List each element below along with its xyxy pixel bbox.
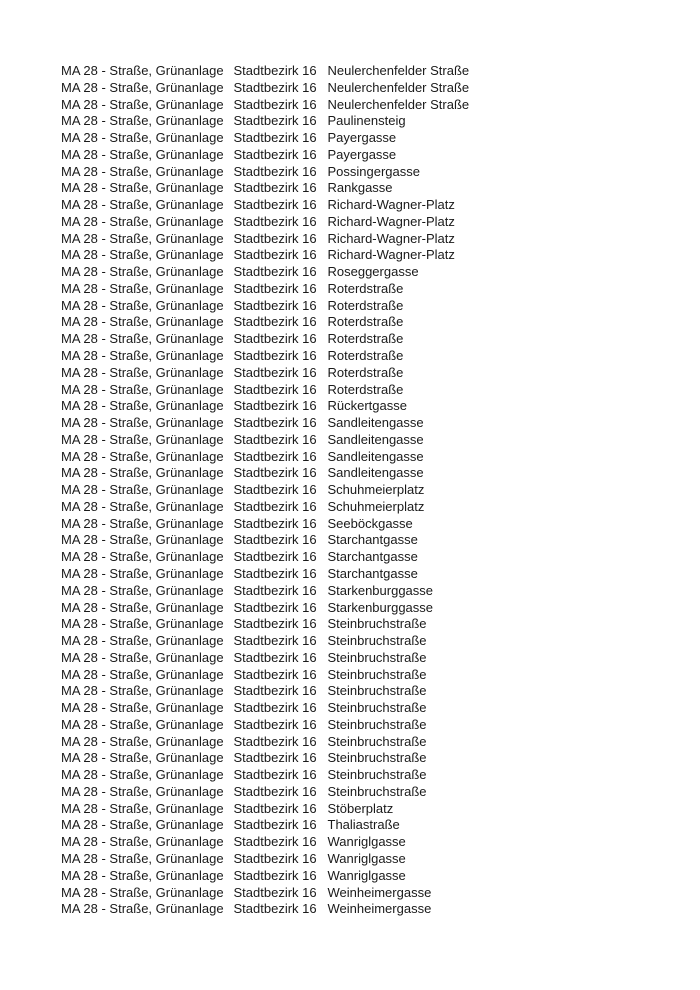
table-row xyxy=(61,348,469,365)
street-cell: Stöberplatz xyxy=(327,800,394,816)
street-cell: Possingergasse xyxy=(327,163,420,179)
district-cell: Stadtbezirk 16 xyxy=(233,364,317,380)
district-cell: Stadtbezirk 16 xyxy=(233,817,317,833)
department-cell: MA 28 - Straße, Grünanlage xyxy=(61,817,224,833)
street-cell: Roseggergasse xyxy=(327,264,419,280)
street-cell: Steinbruchstraße xyxy=(327,733,427,749)
department-cell: MA 28 - Straße, Grünanlage xyxy=(61,582,224,598)
street-cell: Richard-Wagner-Platz xyxy=(327,230,455,246)
district-cell: Stadtbezirk 16 xyxy=(233,197,317,213)
table-row xyxy=(61,616,469,633)
department-cell: MA 28 - Straße, Grünanlage xyxy=(61,163,224,179)
department-cell: MA 28 - Straße, Grünanlage xyxy=(61,616,224,632)
district-cell: Stadtbezirk 16 xyxy=(233,163,317,179)
district-cell: Stadtbezirk 16 xyxy=(233,666,317,682)
table-row xyxy=(61,164,469,181)
street-cell: Sandleitengasse xyxy=(327,415,424,431)
district-cell: Stadtbezirk 16 xyxy=(233,532,317,548)
department-cell: MA 28 - Straße, Grünanlage xyxy=(61,331,224,347)
department-cell: MA 28 - Straße, Grünanlage xyxy=(61,867,224,883)
street-cell: Wanriglgasse xyxy=(327,850,406,866)
department-cell: MA 28 - Straße, Grünanlage xyxy=(61,448,224,464)
department-cell: MA 28 - Straße, Grünanlage xyxy=(61,415,224,431)
department-cell: MA 28 - Straße, Grünanlage xyxy=(61,633,224,649)
district-cell: Stadtbezirk 16 xyxy=(233,280,317,296)
street-cell: Steinbruchstraße xyxy=(327,683,427,699)
table-row xyxy=(61,180,469,197)
street-cell: Schuhmeierplatz xyxy=(327,482,425,498)
district-cell: Stadtbezirk 16 xyxy=(233,482,317,498)
department-cell: MA 28 - Straße, Grünanlage xyxy=(61,783,224,799)
street-cell: Neulerchenfelder Straße xyxy=(327,96,470,112)
table-row xyxy=(61,516,469,533)
department-cell: MA 28 - Straße, Grünanlage xyxy=(61,884,224,900)
street-cell: Starkenburggasse xyxy=(327,582,434,598)
department-cell: MA 28 - Straße, Grünanlage xyxy=(61,901,224,917)
table-row xyxy=(61,465,469,482)
table-row xyxy=(61,650,469,667)
street-cell: Steinbruchstraße xyxy=(327,649,427,665)
district-cell: Stadtbezirk 16 xyxy=(233,700,317,716)
district-cell: Stadtbezirk 16 xyxy=(233,230,317,246)
department-cell: MA 28 - Straße, Grünanlage xyxy=(61,800,224,816)
street-cell: Rückertgasse xyxy=(327,398,407,414)
department-cell: MA 28 - Straße, Grünanlage xyxy=(61,297,224,313)
department-cell: MA 28 - Straße, Grünanlage xyxy=(61,280,224,296)
district-cell: Stadtbezirk 16 xyxy=(233,264,317,280)
table-row xyxy=(61,231,469,248)
table-row xyxy=(61,314,469,331)
table-row xyxy=(61,532,469,549)
district-cell: Stadtbezirk 16 xyxy=(233,884,317,900)
department-cell: MA 28 - Straße, Grünanlage xyxy=(61,482,224,498)
street-cell: Starkenburggasse xyxy=(327,599,434,615)
department-cell: MA 28 - Straße, Grünanlage xyxy=(61,834,224,850)
street-cell: Steinbruchstraße xyxy=(327,716,427,732)
table-row xyxy=(61,482,469,499)
street-cell: Payergasse xyxy=(327,146,397,162)
street-cell: Roterdstraße xyxy=(327,297,404,313)
department-cell: MA 28 - Straße, Grünanlage xyxy=(61,716,224,732)
department-cell: MA 28 - Straße, Grünanlage xyxy=(61,850,224,866)
district-cell: Stadtbezirk 16 xyxy=(233,146,317,162)
district-cell: Stadtbezirk 16 xyxy=(233,431,317,447)
district-cell: Stadtbezirk 16 xyxy=(233,130,317,146)
district-cell: Stadtbezirk 16 xyxy=(233,633,317,649)
district-cell: Stadtbezirk 16 xyxy=(233,448,317,464)
table-row xyxy=(61,851,469,868)
street-cell: Wanriglgasse xyxy=(327,867,406,883)
table-row xyxy=(61,382,469,399)
department-cell: MA 28 - Straße, Grünanlage xyxy=(61,213,224,229)
district-cell: Stadtbezirk 16 xyxy=(233,565,317,581)
table-row xyxy=(61,801,469,818)
street-cell: Richard-Wagner-Platz xyxy=(327,247,455,263)
street-cell: Steinbruchstraße xyxy=(327,783,427,799)
department-cell: MA 28 - Straße, Grünanlage xyxy=(61,197,224,213)
table-row xyxy=(61,901,469,918)
district-cell: Stadtbezirk 16 xyxy=(233,834,317,850)
street-cell: Rankgasse xyxy=(327,180,393,196)
district-cell: Stadtbezirk 16 xyxy=(233,465,317,481)
table-row xyxy=(61,264,469,281)
table-row xyxy=(61,868,469,885)
street-cell: Roterdstraße xyxy=(327,381,404,397)
district-cell: Stadtbezirk 16 xyxy=(233,63,317,78)
department-cell: MA 28 - Straße, Grünanlage xyxy=(61,130,224,146)
district-cell: Stadtbezirk 16 xyxy=(233,750,317,766)
district-cell: Stadtbezirk 16 xyxy=(233,901,317,917)
table-row xyxy=(61,817,469,834)
department-cell: MA 28 - Straße, Grünanlage xyxy=(61,96,224,112)
department-cell: MA 28 - Straße, Grünanlage xyxy=(61,599,224,615)
department-cell: MA 28 - Straße, Grünanlage xyxy=(61,63,224,78)
district-cell: Stadtbezirk 16 xyxy=(233,582,317,598)
street-cell: Richard-Wagner-Platz xyxy=(327,213,455,229)
street-cell: Neulerchenfelder Straße xyxy=(327,79,470,95)
department-cell: MA 28 - Straße, Grünanlage xyxy=(61,113,224,129)
department-cell: MA 28 - Straße, Grünanlage xyxy=(61,180,224,196)
table-row xyxy=(61,113,469,130)
table-row xyxy=(61,63,469,80)
table-row xyxy=(61,281,469,298)
district-cell: Stadtbezirk 16 xyxy=(233,515,317,531)
street-cell: Roterdstraße xyxy=(327,314,404,330)
table-row xyxy=(61,214,469,231)
street-cell: Steinbruchstraße xyxy=(327,750,427,766)
street-cell: Sandleitengasse xyxy=(327,465,424,481)
district-cell: Stadtbezirk 16 xyxy=(233,800,317,816)
department-cell: MA 28 - Straße, Grünanlage xyxy=(61,700,224,716)
table-row xyxy=(61,247,469,264)
table-row xyxy=(61,734,469,751)
district-cell: Stadtbezirk 16 xyxy=(233,381,317,397)
district-cell: Stadtbezirk 16 xyxy=(233,850,317,866)
table-row xyxy=(61,97,469,114)
department-cell: MA 28 - Straße, Grünanlage xyxy=(61,398,224,414)
table-row xyxy=(61,784,469,801)
district-cell: Stadtbezirk 16 xyxy=(233,314,317,330)
table-row xyxy=(61,700,469,717)
street-cell: Weinheimergasse xyxy=(327,901,432,917)
table-row xyxy=(61,298,469,315)
district-cell: Stadtbezirk 16 xyxy=(233,415,317,431)
district-cell: Stadtbezirk 16 xyxy=(233,113,317,129)
street-cell: Starchantgasse xyxy=(327,549,418,565)
table-row xyxy=(61,633,469,650)
department-cell: MA 28 - Straße, Grünanlage xyxy=(61,767,224,783)
table-row xyxy=(61,449,469,466)
district-cell: Stadtbezirk 16 xyxy=(233,180,317,196)
table-row xyxy=(61,549,469,566)
department-cell: MA 28 - Straße, Grünanlage xyxy=(61,79,224,95)
table-row xyxy=(61,717,469,734)
table-row xyxy=(61,499,469,516)
street-cell: Thaliastraße xyxy=(327,817,400,833)
department-cell: MA 28 - Straße, Grünanlage xyxy=(61,666,224,682)
department-cell: MA 28 - Straße, Grünanlage xyxy=(61,750,224,766)
district-cell: Stadtbezirk 16 xyxy=(233,247,317,263)
department-cell: MA 28 - Straße, Grünanlage xyxy=(61,683,224,699)
department-cell: MA 28 - Straße, Grünanlage xyxy=(61,348,224,364)
district-cell: Stadtbezirk 16 xyxy=(233,213,317,229)
district-cell: Stadtbezirk 16 xyxy=(233,616,317,632)
street-cell: Steinbruchstraße xyxy=(327,700,427,716)
district-cell: Stadtbezirk 16 xyxy=(233,348,317,364)
district-cell: Stadtbezirk 16 xyxy=(233,867,317,883)
district-cell: Stadtbezirk 16 xyxy=(233,498,317,514)
street-cell: Sandleitengasse xyxy=(327,431,424,447)
table-row xyxy=(61,750,469,767)
department-cell: MA 28 - Straße, Grünanlage xyxy=(61,649,224,665)
department-cell: MA 28 - Straße, Grünanlage xyxy=(61,565,224,581)
table-row xyxy=(61,600,469,617)
table-row xyxy=(61,767,469,784)
street-cell: Seeböckgasse xyxy=(327,515,413,531)
district-cell: Stadtbezirk 16 xyxy=(233,96,317,112)
department-cell: MA 28 - Straße, Grünanlage xyxy=(61,498,224,514)
department-cell: MA 28 - Straße, Grünanlage xyxy=(61,230,224,246)
table-row xyxy=(61,130,469,147)
department-cell: MA 28 - Straße, Grünanlage xyxy=(61,549,224,565)
street-cell: Steinbruchstraße xyxy=(327,616,427,632)
street-cell: Steinbruchstraße xyxy=(327,633,427,649)
table-row xyxy=(61,885,469,902)
street-cell: Roterdstraße xyxy=(327,280,404,296)
department-cell: MA 28 - Straße, Grünanlage xyxy=(61,733,224,749)
street-cell: Richard-Wagner-Platz xyxy=(327,197,455,213)
department-cell: MA 28 - Straße, Grünanlage xyxy=(61,431,224,447)
district-cell: Stadtbezirk 16 xyxy=(233,549,317,565)
street-table xyxy=(61,63,469,918)
department-cell: MA 28 - Straße, Grünanlage xyxy=(61,515,224,531)
department-cell: MA 28 - Straße, Grünanlage xyxy=(61,247,224,263)
district-cell: Stadtbezirk 16 xyxy=(233,767,317,783)
district-cell: Stadtbezirk 16 xyxy=(233,331,317,347)
table-row xyxy=(61,583,469,600)
table-row xyxy=(61,667,469,684)
table-row xyxy=(61,80,469,97)
table-row xyxy=(61,834,469,851)
street-cell: Steinbruchstraße xyxy=(327,666,427,682)
district-cell: Stadtbezirk 16 xyxy=(233,79,317,95)
district-cell: Stadtbezirk 16 xyxy=(233,783,317,799)
street-cell: Roterdstraße xyxy=(327,348,404,364)
district-cell: Stadtbezirk 16 xyxy=(233,398,317,414)
street-cell: Neulerchenfelder Straße xyxy=(327,63,470,78)
table-row xyxy=(61,566,469,583)
street-cell: Weinheimergasse xyxy=(327,884,432,900)
street-cell: Starchantgasse xyxy=(327,532,418,548)
district-cell: Stadtbezirk 16 xyxy=(233,716,317,732)
department-cell: MA 28 - Straße, Grünanlage xyxy=(61,264,224,280)
street-cell: Roterdstraße xyxy=(327,364,404,380)
department-cell: MA 28 - Straße, Grünanlage xyxy=(61,314,224,330)
table-row xyxy=(61,415,469,432)
table-row xyxy=(61,398,469,415)
table-row xyxy=(61,432,469,449)
district-cell: Stadtbezirk 16 xyxy=(233,649,317,665)
table-row xyxy=(61,147,469,164)
department-cell: MA 28 - Straße, Grünanlage xyxy=(61,532,224,548)
table-row xyxy=(61,365,469,382)
street-cell: Schuhmeierplatz xyxy=(327,498,425,514)
table-row xyxy=(61,683,469,700)
street-cell: Starchantgasse xyxy=(327,565,418,581)
district-cell: Stadtbezirk 16 xyxy=(233,297,317,313)
department-cell: MA 28 - Straße, Grünanlage xyxy=(61,364,224,380)
street-cell: Roterdstraße xyxy=(327,331,404,347)
table-row xyxy=(61,331,469,348)
district-cell: Stadtbezirk 16 xyxy=(233,733,317,749)
department-cell: MA 28 - Straße, Grünanlage xyxy=(61,381,224,397)
street-cell: Payergasse xyxy=(327,130,397,146)
street-cell: Paulinensteig xyxy=(327,113,406,129)
street-cell: Wanriglgasse xyxy=(327,834,406,850)
department-cell: MA 28 - Straße, Grünanlage xyxy=(61,465,224,481)
street-cell: Steinbruchstraße xyxy=(327,767,427,783)
district-cell: Stadtbezirk 16 xyxy=(233,599,317,615)
street-cell: Sandleitengasse xyxy=(327,448,424,464)
table-row xyxy=(61,197,469,214)
department-cell: MA 28 - Straße, Grünanlage xyxy=(61,146,224,162)
district-cell: Stadtbezirk 16 xyxy=(233,683,317,699)
